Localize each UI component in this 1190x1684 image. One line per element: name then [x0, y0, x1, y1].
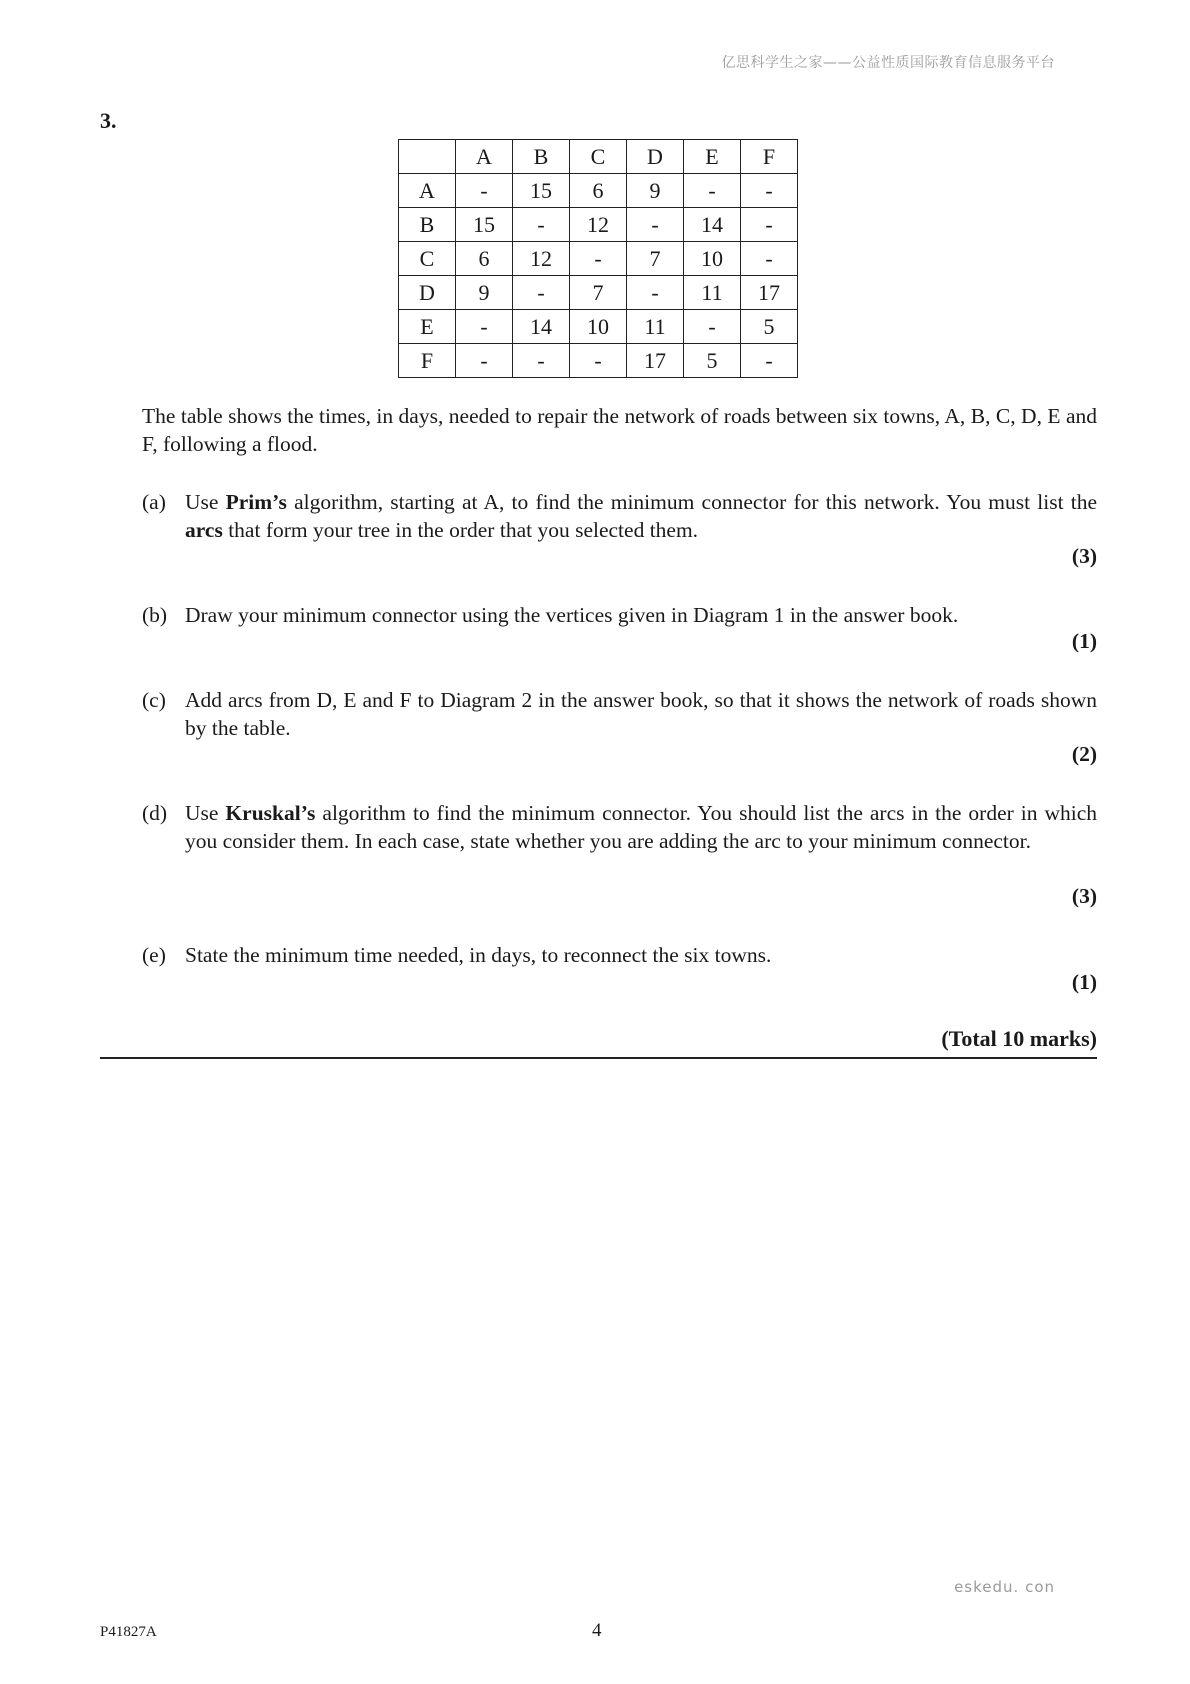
- table-cell: 6: [570, 174, 627, 208]
- table-cell: 11: [684, 276, 741, 310]
- part-e-text: State the minimum time needed, in days, to reconnect the six towns.: [185, 943, 772, 967]
- table-header-cell: [399, 140, 456, 174]
- table-cell: 10: [570, 310, 627, 344]
- table-row: [399, 276, 798, 310]
- part-c-label: (c): [142, 688, 166, 712]
- part-c-marks: (2): [1071, 742, 1097, 766]
- table-cell: -: [684, 310, 741, 344]
- part-a-text: Use Prim’s algorithm, starting at A, to find the minimum connector for this network. You must list the arcs that form your tree in the order that you selected them.: [185, 490, 1097, 542]
- table-row-label: C: [399, 242, 456, 276]
- table-row: [399, 242, 798, 276]
- table-cell: -: [627, 208, 684, 242]
- table-cell: 6: [456, 242, 513, 276]
- table-row: [399, 344, 798, 378]
- table-cell: 17: [627, 344, 684, 378]
- part-b: [142, 601, 1097, 629]
- total-marks: (Total 10 marks): [941, 1026, 1097, 1051]
- table-cell: -: [570, 242, 627, 276]
- page-number: 4: [592, 1620, 602, 1641]
- site-header: 亿思科学生之家——公益性质国际教育信息服务平台: [721, 55, 1055, 71]
- table-cell: -: [456, 310, 513, 344]
- part-d-text: Use Kruskal’s algorithm to find the minimum connector. You should list the arcs in the order in which you consider them. In each case, state whether you are adding the arc to your minimum connector.: [185, 801, 1097, 853]
- table-row: [399, 174, 798, 208]
- part-a-marks: (3): [1071, 544, 1097, 568]
- question-number: 3.: [100, 108, 117, 133]
- part-b-text: Draw your minimum connector using the vertices given in Diagram 1 in the answer book.: [185, 603, 959, 627]
- table-cell: -: [513, 208, 570, 242]
- table-cell: 15: [456, 208, 513, 242]
- paper-code: P41827A: [100, 1624, 157, 1640]
- table-cell: 5: [741, 310, 798, 344]
- part-d-marks: (3): [1071, 884, 1097, 908]
- table-header-cell: A: [456, 140, 513, 174]
- part-e: [142, 941, 1097, 969]
- watermark: eskedu. con: [954, 1578, 1055, 1596]
- section-divider: [100, 1057, 1097, 1059]
- table-cell: 7: [627, 242, 684, 276]
- part-e-marks: (1): [1071, 970, 1097, 994]
- part-c: [142, 686, 1097, 742]
- table-row: [399, 310, 798, 344]
- part-d-label: (d): [142, 801, 168, 825]
- table-cell: 9: [456, 276, 513, 310]
- table-cell: 9: [627, 174, 684, 208]
- table-row-label: A: [399, 174, 456, 208]
- table-cell: 5: [684, 344, 741, 378]
- table-row-label: F: [399, 344, 456, 378]
- intro-text: The table shows the times, in days, needed to repair the network of roads between six towns, A, B, C, D, E and F, following a flood.: [142, 404, 1097, 456]
- distance-table: [398, 139, 798, 378]
- table-cell: -: [456, 174, 513, 208]
- table-cell: 14: [684, 208, 741, 242]
- table-cell: -: [456, 344, 513, 378]
- table-cell: -: [513, 276, 570, 310]
- table-cell: -: [513, 344, 570, 378]
- table-row-label: D: [399, 276, 456, 310]
- table-cell: -: [741, 242, 798, 276]
- table-cell: -: [627, 276, 684, 310]
- table-cell: -: [684, 174, 741, 208]
- table-row-label: B: [399, 208, 456, 242]
- part-d: [142, 799, 1097, 855]
- table-cell: -: [741, 344, 798, 378]
- part-a-label: (a): [142, 490, 166, 514]
- table-header-cell: E: [684, 140, 741, 174]
- table-header-row: [399, 140, 798, 174]
- table-header-cell: C: [570, 140, 627, 174]
- table-cell: 17: [741, 276, 798, 310]
- table-header-cell: D: [627, 140, 684, 174]
- table-header-cell: F: [741, 140, 798, 174]
- table-cell: 12: [513, 242, 570, 276]
- table-cell: 12: [570, 208, 627, 242]
- part-b-label: (b): [142, 603, 168, 627]
- part-b-marks: (1): [1071, 629, 1097, 653]
- part-e-label: (e): [142, 943, 166, 967]
- table-cell: 15: [513, 174, 570, 208]
- table-cell: 14: [513, 310, 570, 344]
- table-cell: -: [741, 174, 798, 208]
- part-a: [142, 488, 1097, 544]
- table-cell: 7: [570, 276, 627, 310]
- table-cell: -: [570, 344, 627, 378]
- table-cell: 10: [684, 242, 741, 276]
- part-c-text: Add arcs from D, E and F to Diagram 2 in the answer book, so that it shows the network of roads shown by the table.: [185, 688, 1097, 740]
- table-cell: 11: [627, 310, 684, 344]
- table-row: [399, 208, 798, 242]
- table-row-label: E: [399, 310, 456, 344]
- table-cell: -: [741, 208, 798, 242]
- table-header-cell: B: [513, 140, 570, 174]
